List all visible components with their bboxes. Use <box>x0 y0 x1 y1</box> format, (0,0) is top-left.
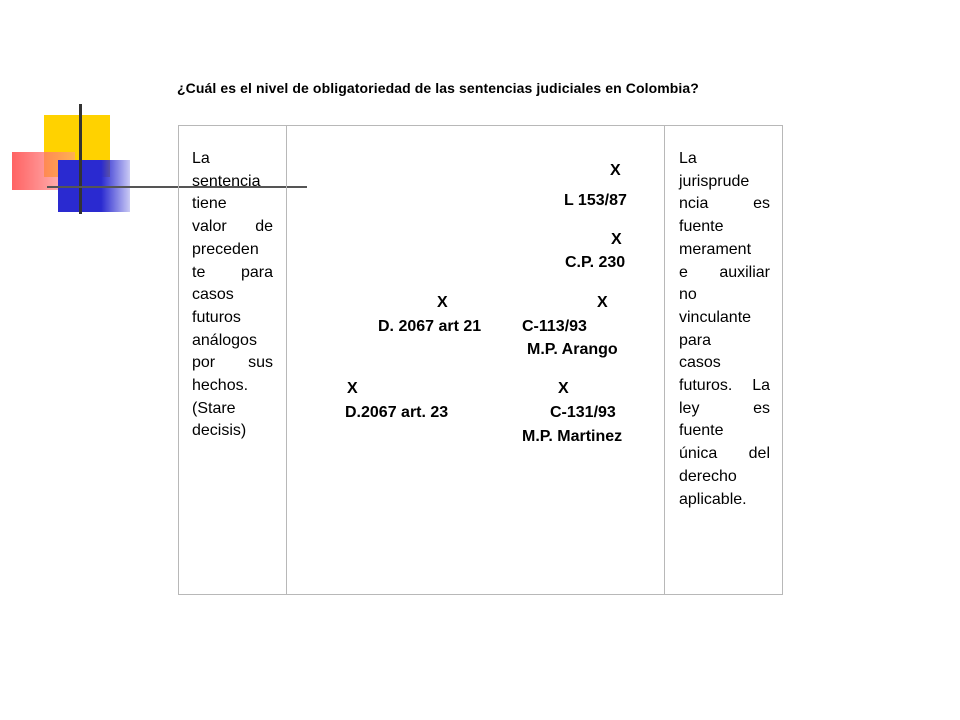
x-marker-d2067-23: X <box>347 380 358 397</box>
right-line: no <box>679 286 697 304</box>
left-line: (Stare <box>192 399 236 417</box>
left-line: tiene <box>192 195 227 213</box>
left-line: futuros <box>192 308 241 326</box>
right-line: jurisprude <box>679 172 750 190</box>
right-line: fuente <box>679 422 724 440</box>
left-line: te para <box>192 263 273 281</box>
left-line: casos <box>192 286 234 304</box>
column-divider-right <box>664 125 665 595</box>
left-line: análogos <box>192 331 257 349</box>
right-line: e auxiliar <box>679 263 770 281</box>
x-marker-cp230: X <box>611 231 622 248</box>
x-marker-c113: X <box>597 294 608 311</box>
left-line: hechos. <box>192 377 249 395</box>
right-line: derecho <box>679 467 737 485</box>
right-line: para <box>679 331 712 349</box>
right-line: fuente <box>679 218 724 236</box>
label-c131: C-131/93 <box>550 404 616 421</box>
label-l153: L 153/87 <box>564 192 627 209</box>
right-column-text <box>679 148 770 511</box>
label-d2067-23: D.2067 art. 23 <box>345 404 449 421</box>
right-line: merament <box>679 240 752 258</box>
decor-vertical-line <box>79 104 82 214</box>
left-line: valor de <box>192 218 273 236</box>
right-line: vinculante <box>679 308 752 326</box>
left-column-text <box>192 148 273 443</box>
right-line: futuros. La <box>679 377 770 395</box>
right-line: única del <box>679 445 770 463</box>
right-line: ley es <box>679 399 770 417</box>
x-marker-c131: X <box>558 380 569 397</box>
label-c113: C-113/93 <box>522 318 587 335</box>
right-line: casos <box>679 354 721 372</box>
right-line: ncia es <box>679 195 770 213</box>
left-line: preceden <box>192 240 259 258</box>
right-line: aplicable. <box>679 490 747 508</box>
left-line: por sus <box>192 354 273 372</box>
label-mp-martinez: M.P. Martinez <box>522 428 623 445</box>
label-cp230: C.P. 230 <box>565 254 626 271</box>
left-line: La <box>192 150 210 167</box>
x-marker-d2067-21: X <box>437 294 448 311</box>
label-mp-arango: M.P. Arango <box>527 341 618 358</box>
label-d2067-21: D. 2067 art 21 <box>378 318 482 335</box>
x-marker-l153: X <box>610 162 621 179</box>
column-divider-left <box>286 125 287 595</box>
slide-question: ¿Cuál es el nivel de obligatoriedad de las sentencias judiciales en Colombia? <box>177 80 699 96</box>
left-line: sentencia <box>192 172 261 190</box>
left-line: decisis) <box>192 422 247 440</box>
right-line: La <box>679 150 697 167</box>
